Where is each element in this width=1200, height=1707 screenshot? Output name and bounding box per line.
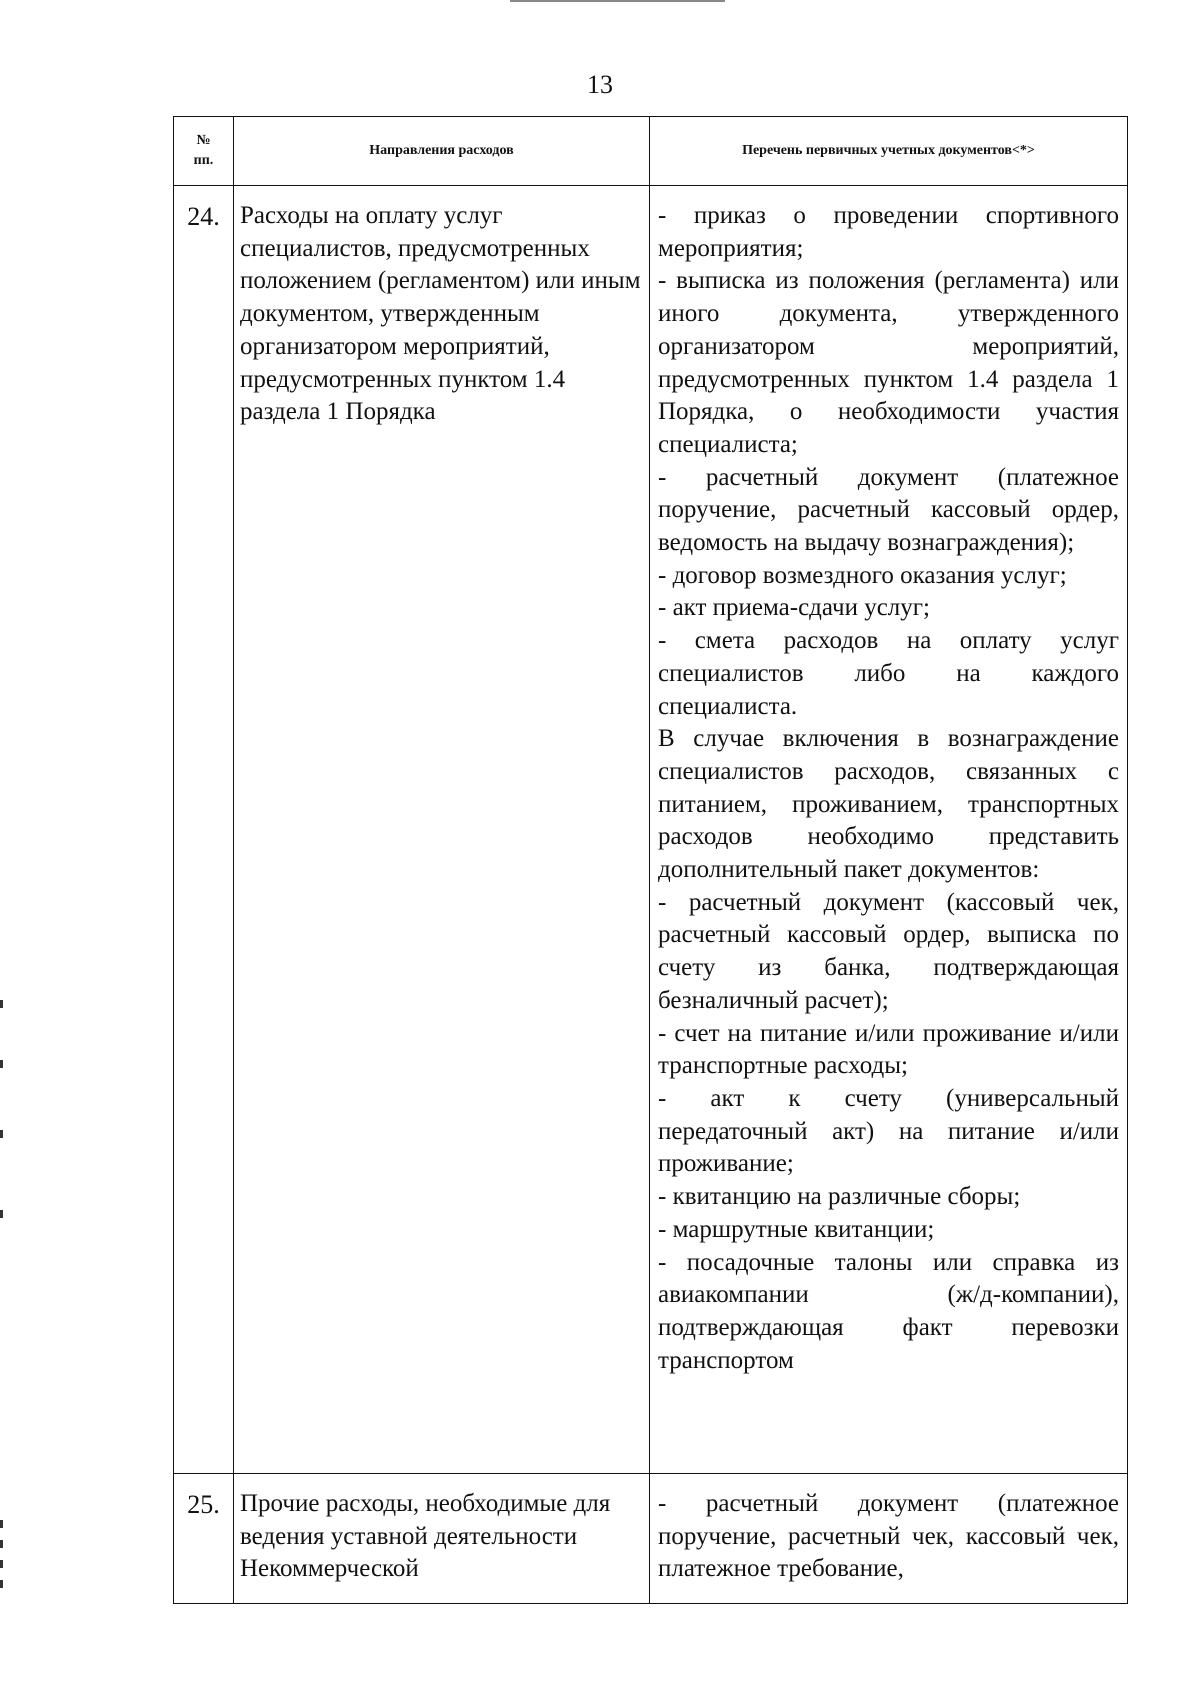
expenses-table xyxy=(173,116,1128,1604)
document-item: - расчетный документ (платежное поручение, расчетный чек, кассовый чек, платежное требование, xyxy=(658,1490,1119,1583)
document-item: - посадочные талоны или справка из авиакомпании (ж/д-компании), подтверждающая факт перевозки транспортом xyxy=(658,1248,1119,1374)
document-item: - смета расходов на оплату услуг специалистов либо на каждого специалиста. xyxy=(658,627,1119,720)
document-item: - выписка из положения (регламента) или иного документа, утвержденного организатором мероприятий, предусмотренных пунктом 1.4 раздела 1 Порядка, о необходимости участия специалиста; xyxy=(658,267,1119,458)
header-documents: Перечень первичных учетных документов<*> xyxy=(650,117,1128,186)
document-item: - расчетный документ (платежное поручение, расчетный кассовый ордер, ведомость на выдачу вознаграждения); xyxy=(658,463,1119,557)
document-list xyxy=(650,186,1128,1474)
document-item: - маршрутные квитанции; xyxy=(658,1215,935,1243)
expense-direction: Расходы на оплату услуг специалистов, предусмотренных положением (регламентом) или иным документом, утвержденным организатором мероприятий, предусмотренных пунктом 1.4 раздела 1 Порядка xyxy=(234,186,650,1474)
document-note: В случае включения в вознаграждение специалистов расходов, связанных с питанием, проживанием, транспортных расходов необходимо представить дополнительный пакет документов: xyxy=(658,725,1119,884)
document-item: - приказ о проведении спортивного мероприятия; xyxy=(658,202,1119,262)
table-row xyxy=(174,186,1128,1474)
header-direction: Направления расходов xyxy=(234,117,650,186)
expense-direction: Прочие расходы, необходимые для ведения уставной деятельности Некоммерческой xyxy=(234,1474,650,1604)
document-item: - расчетный документ (кассовый чек, расчетный кассовый ордер, выписка по счету из банка, подтверждающая безналичный расчет); xyxy=(658,888,1119,1014)
document-item: - акт приема-сдачи услуг; xyxy=(658,594,930,622)
document-item: - договор возмездного оказания услуг; xyxy=(658,561,1067,589)
scan-margin-marks xyxy=(0,1000,4,1600)
document-item: - счет на питание и/или проживание и/или транспортные расходы; xyxy=(658,1019,1119,1080)
scan-artifact-line xyxy=(510,0,725,2)
page-number: 13 xyxy=(587,70,613,99)
row-number: 25. xyxy=(174,1474,234,1604)
document-item: - акт к счету (универсальный передаточный акт) на питание и/или проживание; xyxy=(658,1084,1119,1178)
row-number: 24. xyxy=(174,186,234,1474)
table-header-row xyxy=(174,117,1128,186)
table-row xyxy=(174,1474,1128,1604)
document-list xyxy=(650,1474,1128,1604)
document-item: - квитанцию на различные сборы; xyxy=(658,1183,1021,1211)
header-num: № пп. xyxy=(174,117,234,186)
